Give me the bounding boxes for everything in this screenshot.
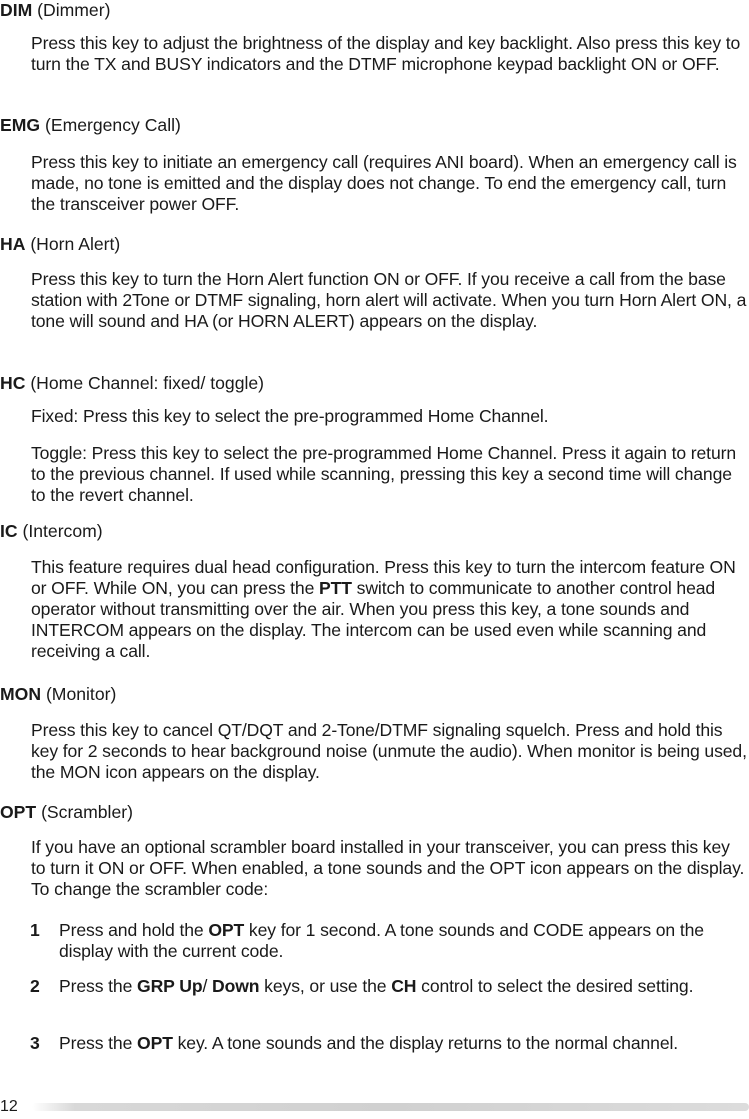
text-run: Press this key to adjust the brightness of the display and key backlight. Also press this key to turn the TX and BUSY indicators and the DTMF microphone keypad backlight ON or OFF. — [31, 33, 741, 74]
entry-heading-ic — [0, 521, 103, 542]
entry-key: OPT — [0, 802, 37, 822]
text-run: key for 1 second. A tone sounds and CODE appears on the display with the current code. — [59, 920, 704, 961]
entry-key: IC — [0, 521, 18, 541]
text-run: Press this key to turn the Horn Alert function ON or OFF. If you receive a call from the base station with 2Tone or DTMF signaling, horn alert will activate. When you turn Horn Alert ON, a tone will sound and HA (or HORN ALERT) appears on the display. — [31, 269, 747, 331]
step-text — [59, 1033, 739, 1054]
emphasis-term: OPT — [208, 920, 245, 940]
entry-name: (Home Channel: fixed/ toggle) — [30, 373, 265, 393]
entry-heading-hc — [0, 373, 264, 394]
entry-paragraph — [31, 33, 749, 75]
entry-key: HC — [0, 373, 26, 393]
text-run: Press the — [59, 976, 138, 996]
entry-paragraph — [31, 720, 749, 783]
entry-paragraph — [31, 269, 749, 332]
entry-name: (Intercom) — [22, 521, 103, 541]
entry-paragraph — [31, 557, 749, 662]
entry-key: DIM — [0, 0, 33, 20]
entry-heading-mon — [0, 684, 116, 705]
text-run: control to select the desired setting. — [416, 976, 694, 996]
entry-key: MON — [0, 684, 42, 704]
text-run: Press this key to cancel QT/DQT and 2-Tone/DTMF signaling squelch. Press and hold this key for 2 seconds to hear background noise (unmute the audio). When monitor is being used, the MON icon appears on the display. — [31, 720, 747, 782]
entry-key: HA — [0, 234, 26, 254]
entry-name: (Horn Alert) — [30, 234, 121, 254]
entry-heading-emg — [0, 115, 181, 136]
page-number: 12 — [0, 1098, 18, 1115]
footer-rule — [32, 1103, 749, 1111]
entry-heading-opt — [0, 802, 133, 823]
entry-key: EMG — [0, 115, 41, 135]
emphasis-term: Down — [212, 976, 260, 996]
entry-name: (Emergency Call) — [44, 115, 181, 135]
text-run: This feature requires dual head configuration. Press this key to turn the intercom feature ON or OFF. While ON, you can press the — [31, 557, 736, 598]
text-run: Toggle: Press this key to select the pre-programmed Home Channel. Press it again to return to the previous channel. If used while scanning, pressing this key a second time will change to the revert channel. — [31, 443, 737, 505]
text-run: Press and hold the — [59, 920, 209, 940]
text-run: Press this key to initiate an emergency call (requires ANI board). When an emergency call is made, no tone is emitted and the display does not change. To end the emergency call, turn the transceiver power OFF. — [31, 152, 737, 214]
entry-paragraph — [31, 837, 749, 900]
entry-paragraph — [31, 406, 749, 427]
step-text — [59, 920, 739, 962]
entry-name: (Dimmer) — [37, 0, 111, 20]
step-text — [59, 976, 739, 997]
emphasis-term: CH — [391, 976, 417, 996]
entry-paragraph — [31, 443, 749, 506]
text-run: switch to communicate to another control head operator without transmitting over the air. When you press this key, a tone sounds and INTERCOM appears on the display. The intercom can be used even while scanning and receiving a call. — [31, 578, 716, 661]
text-run: key. A tone sounds and the display returns to the normal channel. — [172, 1033, 679, 1053]
text-run: Press the — [59, 1033, 138, 1053]
step-number: 3 — [30, 1033, 40, 1053]
entry-paragraph — [31, 152, 749, 215]
entry-name: (Scrambler) — [41, 802, 133, 822]
emphasis-term: PTT — [319, 578, 352, 598]
entry-heading-dim — [0, 0, 110, 21]
entry-name: (Monitor) — [45, 684, 117, 704]
emphasis-term: OPT — [137, 1033, 173, 1053]
text-run: Fixed: Press this key to select the pre-programmed Home Channel. — [31, 406, 549, 426]
text-run: / — [202, 976, 212, 996]
step-number: 1 — [30, 920, 40, 940]
step-number: 2 — [30, 976, 40, 996]
text-run: If you have an optional scrambler board installed in your transceiver, you can press this key to turn it ON or OFF. When enabled, a tone sounds and the OPT icon appears on the display. To change the scrambler code: — [31, 837, 745, 899]
entry-heading-ha — [0, 234, 120, 255]
emphasis-term: GRP Up — [137, 976, 203, 996]
text-run: keys, or use the — [259, 976, 392, 996]
